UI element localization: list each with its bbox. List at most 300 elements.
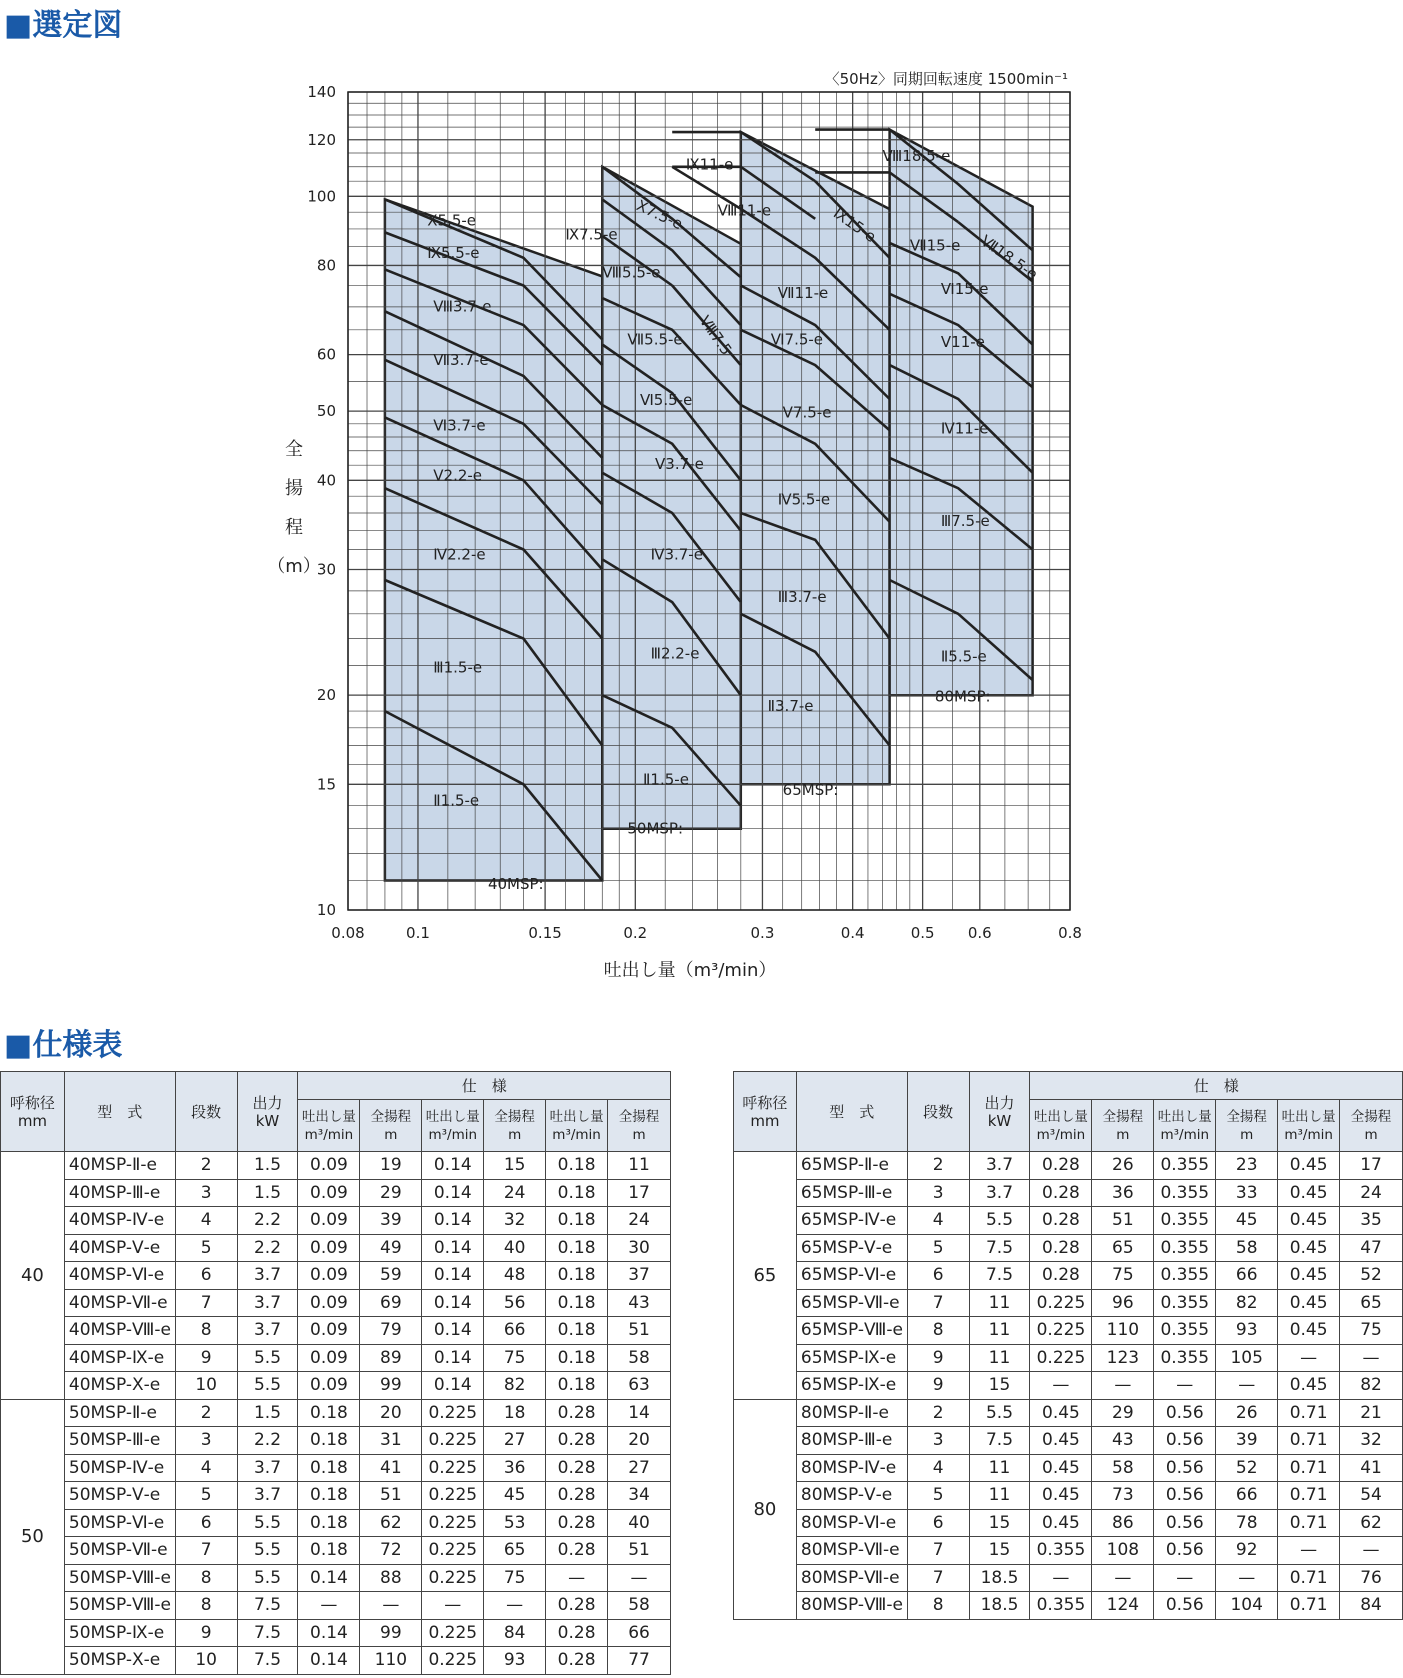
value-cell: 11 <box>969 1454 1030 1482</box>
model-cell: 80MSP-Ⅲ-e <box>796 1427 907 1455</box>
value-cell: 110 <box>360 1647 422 1675</box>
value-cell: 5.5 <box>237 1537 298 1565</box>
curve-label: Ⅱ5.5-e <box>940 647 987 666</box>
value-cell: 66 <box>484 1317 546 1345</box>
value-cell: 63 <box>608 1372 671 1400</box>
y-axis-label <box>267 439 321 577</box>
y-tick-label: 60 <box>316 345 336 364</box>
value-cell: — <box>1216 1564 1278 1592</box>
table-row <box>1 1262 671 1290</box>
table-row <box>1 1207 671 1235</box>
value-cell: 51 <box>608 1317 671 1345</box>
table-row <box>734 1592 1403 1620</box>
value-cell: — <box>1030 1564 1092 1592</box>
value-cell: 47 <box>1340 1234 1403 1262</box>
table-row <box>1 1372 671 1400</box>
table-row <box>1 1647 671 1675</box>
value-cell: 7 <box>907 1537 969 1565</box>
value-cell: 5.5 <box>237 1344 298 1372</box>
table-row <box>734 1152 1403 1180</box>
curve-label: Ⅵ3.7-e <box>433 416 486 435</box>
curve-label: Ⅸ15-e <box>830 204 880 246</box>
value-cell: 0.18 <box>546 1152 608 1180</box>
table-row <box>1 1289 671 1317</box>
value-cell: 11 <box>969 1482 1030 1510</box>
curve-label: Ⅷ5.5-e <box>602 263 661 282</box>
header-flow: 吐出し量 m³/min <box>1154 1100 1216 1152</box>
value-cell: 10 <box>175 1647 237 1675</box>
value-cell: 0.14 <box>422 1179 484 1207</box>
value-cell: 20 <box>608 1427 671 1455</box>
value-cell: — <box>1092 1372 1154 1400</box>
value-cell: 11 <box>969 1317 1030 1345</box>
spec-table-65-80 <box>733 1071 1403 1620</box>
value-cell: 2.2 <box>237 1234 298 1262</box>
value-cell: 18 <box>484 1399 546 1427</box>
value-cell: 31 <box>360 1427 422 1455</box>
value-cell: 5 <box>175 1234 237 1262</box>
x-tick-label: 0.5 <box>910 924 935 942</box>
value-cell: 5.5 <box>969 1207 1030 1235</box>
value-cell: 51 <box>360 1482 422 1510</box>
value-cell: 7 <box>907 1564 969 1592</box>
y-axis-label-char: 揚 <box>285 478 303 499</box>
value-cell: 78 <box>1216 1509 1278 1537</box>
value-cell: 45 <box>1216 1207 1278 1235</box>
x-tick-label: 0.1 <box>406 924 430 942</box>
value-cell: 2 <box>907 1152 969 1180</box>
table-row <box>734 1262 1403 1290</box>
value-cell: 0.355 <box>1154 1234 1216 1262</box>
value-cell: 6 <box>175 1262 237 1290</box>
y-axis-label-char: （m） <box>267 556 321 577</box>
header-model: 型 式 <box>64 1072 175 1152</box>
value-cell: 0.28 <box>546 1427 608 1455</box>
value-cell: 82 <box>1340 1372 1403 1400</box>
value-cell: 0.14 <box>422 1344 484 1372</box>
value-cell: 3 <box>175 1427 237 1455</box>
value-cell: 0.14 <box>422 1234 484 1262</box>
value-cell: 4 <box>175 1207 237 1235</box>
value-cell: 39 <box>360 1207 422 1235</box>
value-cell: 7.5 <box>969 1427 1030 1455</box>
value-cell: 37 <box>608 1262 671 1290</box>
value-cell: 3 <box>907 1427 969 1455</box>
table-row <box>1 1344 671 1372</box>
value-cell: 7.5 <box>237 1592 298 1620</box>
value-cell: 66 <box>608 1619 671 1647</box>
header-model: 型 式 <box>796 1072 907 1152</box>
value-cell: — <box>1030 1372 1092 1400</box>
x-tick-label: 0.6 <box>967 924 992 942</box>
value-cell: 0.355 <box>1030 1592 1092 1620</box>
header-head: 全揚程 m <box>608 1100 671 1152</box>
value-cell: 0.09 <box>298 1289 360 1317</box>
curve-label: Ⅲ3.7-e <box>777 588 827 607</box>
curve-label: Ⅶ11-e <box>777 284 829 303</box>
value-cell: 17 <box>608 1179 671 1207</box>
value-cell: 5.5 <box>969 1399 1030 1427</box>
header-spec: 仕 様 <box>298 1072 671 1100</box>
value-cell: 6 <box>907 1262 969 1290</box>
value-cell: 0.09 <box>298 1152 360 1180</box>
value-cell: 0.225 <box>422 1482 484 1510</box>
model-cell: 50MSP-Ⅹ-e <box>64 1647 175 1675</box>
value-cell: 23 <box>1216 1152 1278 1180</box>
curve-label: Ⅷ11-e <box>717 201 772 220</box>
value-cell: 62 <box>360 1509 422 1537</box>
value-cell: 11 <box>608 1152 671 1180</box>
value-cell: 0.28 <box>546 1647 608 1675</box>
value-cell: 8 <box>175 1592 237 1620</box>
value-cell: 43 <box>608 1289 671 1317</box>
value-cell: 0.45 <box>1278 1234 1340 1262</box>
value-cell: 7.5 <box>237 1619 298 1647</box>
size-cell: 80 <box>734 1399 797 1619</box>
value-cell: 8 <box>175 1317 237 1345</box>
value-cell: 56 <box>484 1289 546 1317</box>
table-row <box>1 1619 671 1647</box>
header-power: 出力 kW <box>237 1072 298 1152</box>
header-head: 全揚程 m <box>360 1100 422 1152</box>
value-cell: — <box>1092 1564 1154 1592</box>
value-cell: 3.7 <box>969 1152 1030 1180</box>
curve-label: Ⅵ15-e <box>940 279 989 298</box>
table-row <box>734 1399 1403 1427</box>
value-cell: 2 <box>175 1399 237 1427</box>
value-cell: 0.09 <box>298 1344 360 1372</box>
curve-label: Ⅳ3.7-e <box>650 545 703 564</box>
value-cell: 1.5 <box>237 1152 298 1180</box>
value-cell: 3 <box>175 1179 237 1207</box>
value-cell: 0.28 <box>1030 1179 1092 1207</box>
header-flow: 吐出し量 m³/min <box>298 1100 360 1152</box>
header-flow: 吐出し量 m³/min <box>546 1100 608 1152</box>
value-cell: 7 <box>907 1289 969 1317</box>
model-cell: 50MSP-Ⅴ-e <box>64 1482 175 1510</box>
value-cell: 11 <box>969 1344 1030 1372</box>
model-cell: 40MSP-Ⅱ-e <box>64 1152 175 1180</box>
value-cell: 27 <box>608 1454 671 1482</box>
value-cell: 59 <box>360 1262 422 1290</box>
model-cell: 65MSP-Ⅸ-e <box>796 1372 907 1400</box>
x-tick-label: 0.15 <box>528 924 562 942</box>
value-cell: 54 <box>1340 1482 1403 1510</box>
table-row <box>734 1564 1403 1592</box>
table-row <box>734 1454 1403 1482</box>
x-tick-label: 0.4 <box>840 924 865 942</box>
model-cell: 80MSP-Ⅱ-e <box>796 1399 907 1427</box>
value-cell: 58 <box>1216 1234 1278 1262</box>
value-cell: 58 <box>608 1592 671 1620</box>
model-cell: 50MSP-Ⅵ-e <box>64 1509 175 1537</box>
value-cell: 0.56 <box>1154 1482 1216 1510</box>
value-cell: 0.56 <box>1154 1537 1216 1565</box>
value-cell: 124 <box>1092 1592 1154 1620</box>
curve-label: Ⅷ3.7-e <box>433 297 492 316</box>
y-tick-label: 100 <box>307 187 336 206</box>
value-cell: 7 <box>175 1537 237 1565</box>
value-cell: 65 <box>1092 1234 1154 1262</box>
table-row <box>1 1234 671 1262</box>
value-cell: 5.5 <box>237 1509 298 1537</box>
value-cell: 123 <box>1092 1344 1154 1372</box>
table-row <box>734 1317 1403 1345</box>
size-cell: 65 <box>734 1152 797 1400</box>
header-flow: 吐出し量 m³/min <box>1278 1100 1340 1152</box>
table-row <box>734 1427 1403 1455</box>
model-cell: 50MSP-Ⅷ-e <box>64 1564 175 1592</box>
value-cell: — <box>1154 1564 1216 1592</box>
table-row <box>734 1482 1403 1510</box>
value-cell: 84 <box>484 1619 546 1647</box>
value-cell: 1.5 <box>237 1399 298 1427</box>
value-cell: 0.45 <box>1030 1399 1092 1427</box>
value-cell: 0.28 <box>1030 1207 1092 1235</box>
table-row <box>1 1317 671 1345</box>
curve-label: Ⅵ7.5-e <box>770 330 824 349</box>
value-cell: 0.225 <box>422 1454 484 1482</box>
value-cell: 69 <box>360 1289 422 1317</box>
value-cell: 18.5 <box>969 1592 1030 1620</box>
x-tick-label: 0.08 <box>331 924 365 942</box>
value-cell: 0.45 <box>1278 1372 1340 1400</box>
value-cell: 4 <box>907 1454 969 1482</box>
value-cell: 20 <box>360 1399 422 1427</box>
value-cell: — <box>1278 1537 1340 1565</box>
value-cell: 93 <box>484 1647 546 1675</box>
value-cell: 0.28 <box>546 1482 608 1510</box>
value-cell: 0.71 <box>1278 1427 1340 1455</box>
header-size: 呼称径 mm <box>734 1072 797 1152</box>
value-cell: 0.56 <box>1154 1399 1216 1427</box>
model-cell: 65MSP-Ⅶ-e <box>796 1289 907 1317</box>
value-cell: — <box>546 1564 608 1592</box>
value-cell: 104 <box>1216 1592 1278 1620</box>
value-cell: 84 <box>1340 1592 1403 1620</box>
model-cell: 50MSP-Ⅸ-e <box>64 1619 175 1647</box>
value-cell: — <box>360 1592 422 1620</box>
value-cell: 3.7 <box>237 1454 298 1482</box>
curve-label: Ⅲ7.5-e <box>940 512 990 531</box>
value-cell: — <box>298 1592 360 1620</box>
value-cell: 8 <box>907 1317 969 1345</box>
y-tick-label: 20 <box>316 686 336 705</box>
value-cell: 40 <box>484 1234 546 1262</box>
value-cell: 88 <box>360 1564 422 1592</box>
table-row <box>734 1344 1403 1372</box>
value-cell: 75 <box>1340 1317 1403 1345</box>
header-stages: 段数 <box>907 1072 969 1152</box>
table-row <box>734 1537 1403 1565</box>
table-row <box>1 1564 671 1592</box>
value-cell: 3.7 <box>237 1262 298 1290</box>
value-cell: 0.09 <box>298 1317 360 1345</box>
value-cell: 0.45 <box>1030 1454 1092 1482</box>
table-row <box>1 1509 671 1537</box>
value-cell: 0.14 <box>422 1289 484 1317</box>
value-cell: 75 <box>484 1344 546 1372</box>
value-cell: 0.14 <box>298 1647 360 1675</box>
value-cell: 0.225 <box>1030 1317 1092 1345</box>
value-cell: 5.5 <box>237 1372 298 1400</box>
value-cell: 0.56 <box>1154 1454 1216 1482</box>
model-cell: 40MSP-Ⅶ-e <box>64 1289 175 1317</box>
curve-label: Ⅸ11-e <box>685 155 734 174</box>
value-cell: 7.5 <box>237 1647 298 1675</box>
value-cell: 0.18 <box>298 1454 360 1482</box>
family-label: 50MSP: <box>627 819 684 838</box>
value-cell: 0.28 <box>1030 1262 1092 1290</box>
table-row <box>734 1372 1403 1400</box>
y-tick-label: 40 <box>316 471 336 490</box>
value-cell: 66 <box>1216 1262 1278 1290</box>
value-cell: — <box>422 1592 484 1620</box>
x-tick-label: 0.3 <box>750 924 775 942</box>
value-cell: 30 <box>608 1234 671 1262</box>
value-cell: 11 <box>969 1289 1030 1317</box>
value-cell: 45 <box>484 1482 546 1510</box>
model-cell: 80MSP-Ⅴ-e <box>796 1482 907 1510</box>
table-row <box>1 1482 671 1510</box>
value-cell: 0.225 <box>422 1564 484 1592</box>
value-cell: 43 <box>1092 1427 1154 1455</box>
model-cell: 40MSP-Ⅳ-e <box>64 1207 175 1235</box>
value-cell: 21 <box>1340 1399 1403 1427</box>
value-cell: — <box>1154 1372 1216 1400</box>
value-cell: 0.18 <box>546 1234 608 1262</box>
value-cell: 36 <box>484 1454 546 1482</box>
value-cell: 108 <box>1092 1537 1154 1565</box>
value-cell: 51 <box>1092 1207 1154 1235</box>
value-cell: 24 <box>484 1179 546 1207</box>
value-cell: 9 <box>907 1372 969 1400</box>
value-cell: 15 <box>969 1372 1030 1400</box>
curve-label: Ⅱ3.7-e <box>767 697 814 716</box>
value-cell: 0.56 <box>1154 1592 1216 1620</box>
value-cell: 26 <box>1216 1399 1278 1427</box>
value-cell: 75 <box>1092 1262 1154 1290</box>
value-cell: 0.09 <box>298 1234 360 1262</box>
value-cell: — <box>608 1564 671 1592</box>
value-cell: 0.18 <box>298 1427 360 1455</box>
curve-label: Ⅷ7.5 <box>695 312 736 359</box>
value-cell: 0.18 <box>298 1537 360 1565</box>
header-power: 出力 kW <box>969 1072 1030 1152</box>
value-cell: 0.355 <box>1154 1289 1216 1317</box>
header-flow: 吐出し量 m³/min <box>422 1100 484 1152</box>
value-cell: 0.45 <box>1278 1262 1340 1290</box>
value-cell: 0.71 <box>1278 1592 1340 1620</box>
value-cell: 86 <box>1092 1509 1154 1537</box>
model-cell: 40MSP-Ⅲ-e <box>64 1179 175 1207</box>
model-cell: 40MSP-Ⅷ-e <box>64 1317 175 1345</box>
value-cell: 14 <box>608 1399 671 1427</box>
frequency-note: 〈50Hz〉同期回転速度 1500min⁻¹ <box>824 70 1068 88</box>
value-cell: 5.5 <box>237 1564 298 1592</box>
curve-label: Ⅳ5.5-e <box>777 490 831 509</box>
value-cell: 33 <box>1216 1179 1278 1207</box>
value-cell: 26 <box>1092 1152 1154 1180</box>
value-cell: — <box>1216 1372 1278 1400</box>
value-cell: 0.18 <box>298 1482 360 1510</box>
value-cell: 2.2 <box>237 1207 298 1235</box>
value-cell: 3.7 <box>237 1482 298 1510</box>
curve-label: Ⅴ11-e <box>940 332 985 351</box>
value-cell: 3.7 <box>237 1317 298 1345</box>
value-cell: 66 <box>1216 1482 1278 1510</box>
value-cell: 4 <box>907 1207 969 1235</box>
value-cell: 0.14 <box>422 1372 484 1400</box>
value-cell: 0.28 <box>546 1509 608 1537</box>
value-cell: 0.18 <box>298 1509 360 1537</box>
value-cell: 52 <box>1340 1262 1403 1290</box>
model-cell: 80MSP-Ⅷ-e <box>796 1592 907 1620</box>
value-cell: 0.18 <box>298 1399 360 1427</box>
value-cell: 6 <box>175 1509 237 1537</box>
header-stages: 段数 <box>175 1072 237 1152</box>
table-row <box>734 1179 1403 1207</box>
value-cell: 0.225 <box>422 1619 484 1647</box>
value-cell: 0.355 <box>1030 1537 1092 1565</box>
spec-table-title: ■仕様表 <box>4 1028 123 1063</box>
value-cell: 15 <box>484 1152 546 1180</box>
curve-label: Ⅵ5.5-e <box>639 391 693 410</box>
model-cell: 40MSP-Ⅸ-e <box>64 1344 175 1372</box>
model-cell: 50MSP-Ⅲ-e <box>64 1427 175 1455</box>
value-cell: 76 <box>1340 1564 1403 1592</box>
value-cell: 0.28 <box>546 1454 608 1482</box>
value-cell: 0.14 <box>298 1564 360 1592</box>
curve-label: Ⅸ5.5-e <box>427 243 480 262</box>
x-axis-label: 吐出し量（m³/min） <box>603 960 777 981</box>
curve-label: Ⅱ1.5-e <box>643 770 689 789</box>
value-cell: 48 <box>484 1262 546 1290</box>
header-flow: 吐出し量 m³/min <box>1030 1100 1092 1152</box>
value-cell: 9 <box>907 1344 969 1372</box>
value-cell: 7 <box>175 1289 237 1317</box>
value-cell: 0.18 <box>546 1372 608 1400</box>
value-cell: — <box>1340 1537 1403 1565</box>
value-cell: 29 <box>1092 1399 1154 1427</box>
value-cell: 96 <box>1092 1289 1154 1317</box>
curve-label: Ⅳ11-e <box>940 419 989 438</box>
table-row <box>1 1454 671 1482</box>
value-cell: 0.56 <box>1154 1509 1216 1537</box>
table-row <box>1 1152 671 1180</box>
model-cell: 65MSP-Ⅳ-e <box>796 1207 907 1235</box>
value-cell: 8 <box>907 1592 969 1620</box>
curve-label: Ⅷ18.5-e <box>882 147 951 166</box>
curve-label: Ⅲ2.2-e <box>650 644 700 663</box>
value-cell: 3 <box>907 1179 969 1207</box>
value-cell: 92 <box>1216 1537 1278 1565</box>
value-cell: 0.45 <box>1030 1482 1092 1510</box>
value-cell: 0.18 <box>546 1289 608 1317</box>
value-cell: 0.28 <box>1030 1152 1092 1180</box>
size-cell: 50 <box>1 1399 65 1674</box>
value-cell: 110 <box>1092 1317 1154 1345</box>
value-cell: 0.355 <box>1154 1152 1216 1180</box>
model-cell: 80MSP-Ⅶ-e <box>796 1564 907 1592</box>
value-cell: 0.14 <box>422 1152 484 1180</box>
value-cell: 0.355 <box>1154 1317 1216 1345</box>
value-cell: 7.5 <box>969 1262 1030 1290</box>
curve-label: Ⅹ5.5-e <box>427 211 477 230</box>
header-spec: 仕 様 <box>1030 1072 1403 1100</box>
table-row <box>1 1537 671 1565</box>
value-cell: 0.18 <box>546 1344 608 1372</box>
